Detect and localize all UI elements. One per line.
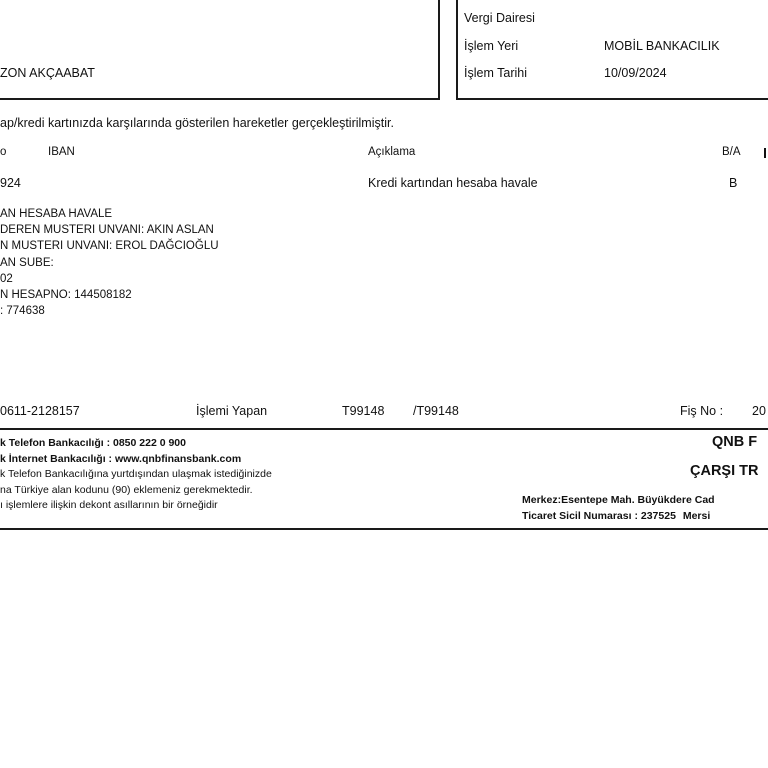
bank-name: QNB F <box>712 434 758 450</box>
footer-abroad-line-2: na Türkiye alan kodunu (90) eklemeniz gerekmektedir. <box>0 483 253 496</box>
detail-line: AN HESABA HAVALE <box>0 208 113 220</box>
detail-line: AN SUBE: <box>0 256 54 269</box>
footer-contact-block <box>0 436 272 514</box>
footer-web-line: k İnternet Bankacılığı : www.qnbfinansbank.com <box>0 452 242 465</box>
detail-line: 02 <box>0 272 13 285</box>
detail-line: DEREN MUSTERI UNVANI: AKIN ASLAN <box>0 224 214 237</box>
islem-tarihi-value: 10/09/2024 <box>604 66 667 80</box>
row-no: 924 <box>0 176 21 190</box>
islemi-yapan-label: İşlemi Yapan <box>196 404 268 418</box>
row-aciklama: Kredi kartından hesaba havale <box>368 176 538 190</box>
footer-copy-line: ı işlemlere ilişkin dekont asıllarının bir örneğidir <box>0 499 218 512</box>
branch-name: ÇARŞI TR <box>690 463 759 479</box>
reference-number: 0611-2128157 <box>0 404 80 418</box>
islem-yeri-label: İşlem Yeri <box>464 39 519 53</box>
islemi-yapan-value: T99148 <box>342 404 385 418</box>
merkez-line <box>522 494 715 506</box>
footer-phone-line: k Telefon Bankacılığı : 0850 222 0 900 <box>0 437 186 449</box>
details-block <box>0 206 219 319</box>
islem-yeri-value: MOBİL BANKACILIK <box>604 39 720 53</box>
footer-abroad-line-1: k Telefon Bankacılığına yurtdışından ulaşmak istediğinizde <box>0 468 272 481</box>
islemi-yapan-value-2: /T99148 <box>413 404 459 418</box>
fis-no-value: 20 <box>752 404 766 418</box>
col-header-iban: IBAN <box>48 146 75 158</box>
sicil-value: 237525 <box>640 510 676 522</box>
col-header-aciklama: Açıklama <box>368 146 416 158</box>
col-header-no: o <box>0 146 7 158</box>
col-header-ba: B/A <box>722 146 741 158</box>
row-ba: B <box>729 176 738 190</box>
vergi-dairesi-label: Vergi Dairesi <box>464 11 535 25</box>
fis-no-label: Fiş No : <box>680 404 724 418</box>
merkez-value: Esentepe Mah. Büyükdere Cad <box>561 494 715 506</box>
detail-line: : 774638 <box>0 305 45 318</box>
top-left-box <box>0 0 440 100</box>
footer-bottom-rule <box>0 528 768 530</box>
notice-text: ap/kredi kartınızda karşılarında gösterilen hareketler gerçekleştirilmiştir. <box>0 116 394 130</box>
mersis-label: Mersi <box>682 510 711 522</box>
header-location: ZON AKÇAABAT <box>0 66 95 80</box>
merkez-label: Merkez: <box>522 494 562 506</box>
detail-line: N MUSTERI UNVANI: EROL DAĞCIOĞLU <box>0 240 219 253</box>
detail-line: N HESAPNO: 144508182 <box>0 289 132 302</box>
sicil-line <box>522 510 710 522</box>
islem-tarihi-label: İşlem Tarihi <box>464 66 527 80</box>
sicil-label: Ticaret Sicil Numarası : <box>522 510 638 522</box>
footer-top-rule <box>0 428 768 430</box>
col-header-edge <box>764 148 766 158</box>
